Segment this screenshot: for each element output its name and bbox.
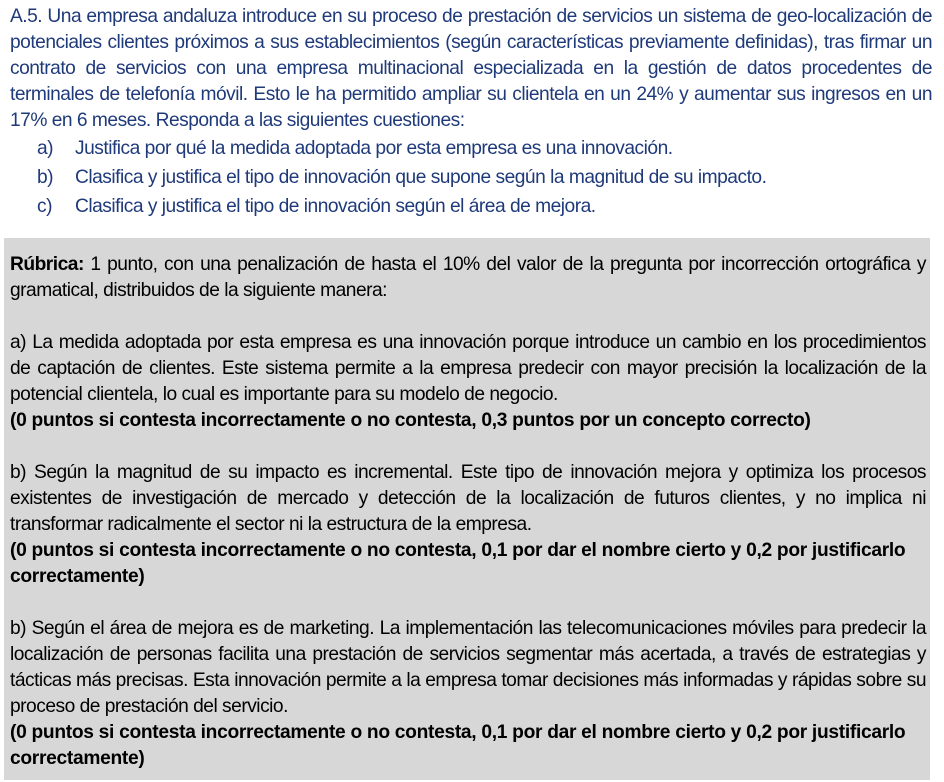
question-items (10, 134, 932, 221)
question-item-letter: c) (37, 196, 52, 217)
question-item-letter: b) (37, 167, 54, 188)
rubric-scoring-c: (0 puntos si contesta incorrectamente o no contesta, 0,1 por dar el nombre cierto y 0,2 por justificarlo correctamente) (10, 722, 906, 769)
rubric-answer-b: b) Según la magnitud de su impacto es incremental. Este tipo de innovación mejora y optimiza los procesos existentes de investigación de mercado y detección de la localización de futuros clientes, y no implica ni transformar radicalmente el sector ni la estructura de la empresa. (10, 462, 926, 535)
question-item-a (10, 134, 932, 163)
question-item-text: Justifica por qué la medida adoptada por esta empresa es una innovación. (75, 138, 673, 159)
rubric-answer-c: b) Según el área de mejora es de marketing. La implementación las telecomunicaciones móviles para predecir la localización de personas facilita una prestación de servicios segmentar más acertada, a través de estrategias y tácticas más precisas. Esta innovación permite a la empresa tomar decisiones más informadas y rápidas sobre su proceso de prestación del servicio. (10, 618, 926, 717)
question-item-b (10, 163, 932, 192)
rubric-scoring-a: (0 puntos si contesta incorrectamente o no contesta, 0,3 puntos por un concepto correcto) (10, 410, 811, 431)
spacer (10, 304, 926, 330)
rubric-scoring-b: (0 puntos si contesta incorrectamente o no contesta, 0,1 por dar el nombre cierto y 0,2 por justificarlo correctamente) (10, 540, 906, 587)
question-item-letter: a) (37, 138, 54, 159)
spacer (10, 434, 926, 460)
rubric-intro (10, 252, 926, 304)
rubric-label: Rúbrica: (10, 254, 84, 275)
question-item-text: Clasifica y justifica el tipo de innovación que supone según la magnitud de su impacto. (75, 167, 767, 188)
question-text: A.5. Una empresa andaluza introduce en su proceso de prestación de servicios un sistema de geo-localización de potenciales clientes próximos a sus establecimientos (según características previamente definidas), tras firmar un contrato de servicios con una empresa multinacional especializada en la gestión de datos procedentes de terminales de telefonía móvil. Esto le ha permitido ampliar su clientela en un 24% y aumentar sus ingresos en un 17% en 6 meses. Responda a las siguientes cuestiones: (10, 6, 932, 131)
rubric-intro-text: 1 punto, con una penalización de hasta el 10% del valor de la pregunta por incorrección ortográfica y gramatical, distribuidos de la siguiente manera: (10, 254, 926, 301)
question-item-c (10, 192, 932, 221)
rubric-box (4, 238, 930, 780)
question-item-text: Clasifica y justifica el tipo de innovación según el área de mejora. (75, 196, 596, 217)
spacer (10, 590, 926, 616)
question-block (10, 4, 932, 221)
rubric-answer-a: a) La medida adoptada por esta empresa es una innovación porque introduce un cambio en los procedimientos de captación de clientes. Este sistema permite a la empresa predecir con mayor precisión la localización de la potencial clientela, lo cual es importante para su modelo de negocio. (10, 332, 926, 405)
